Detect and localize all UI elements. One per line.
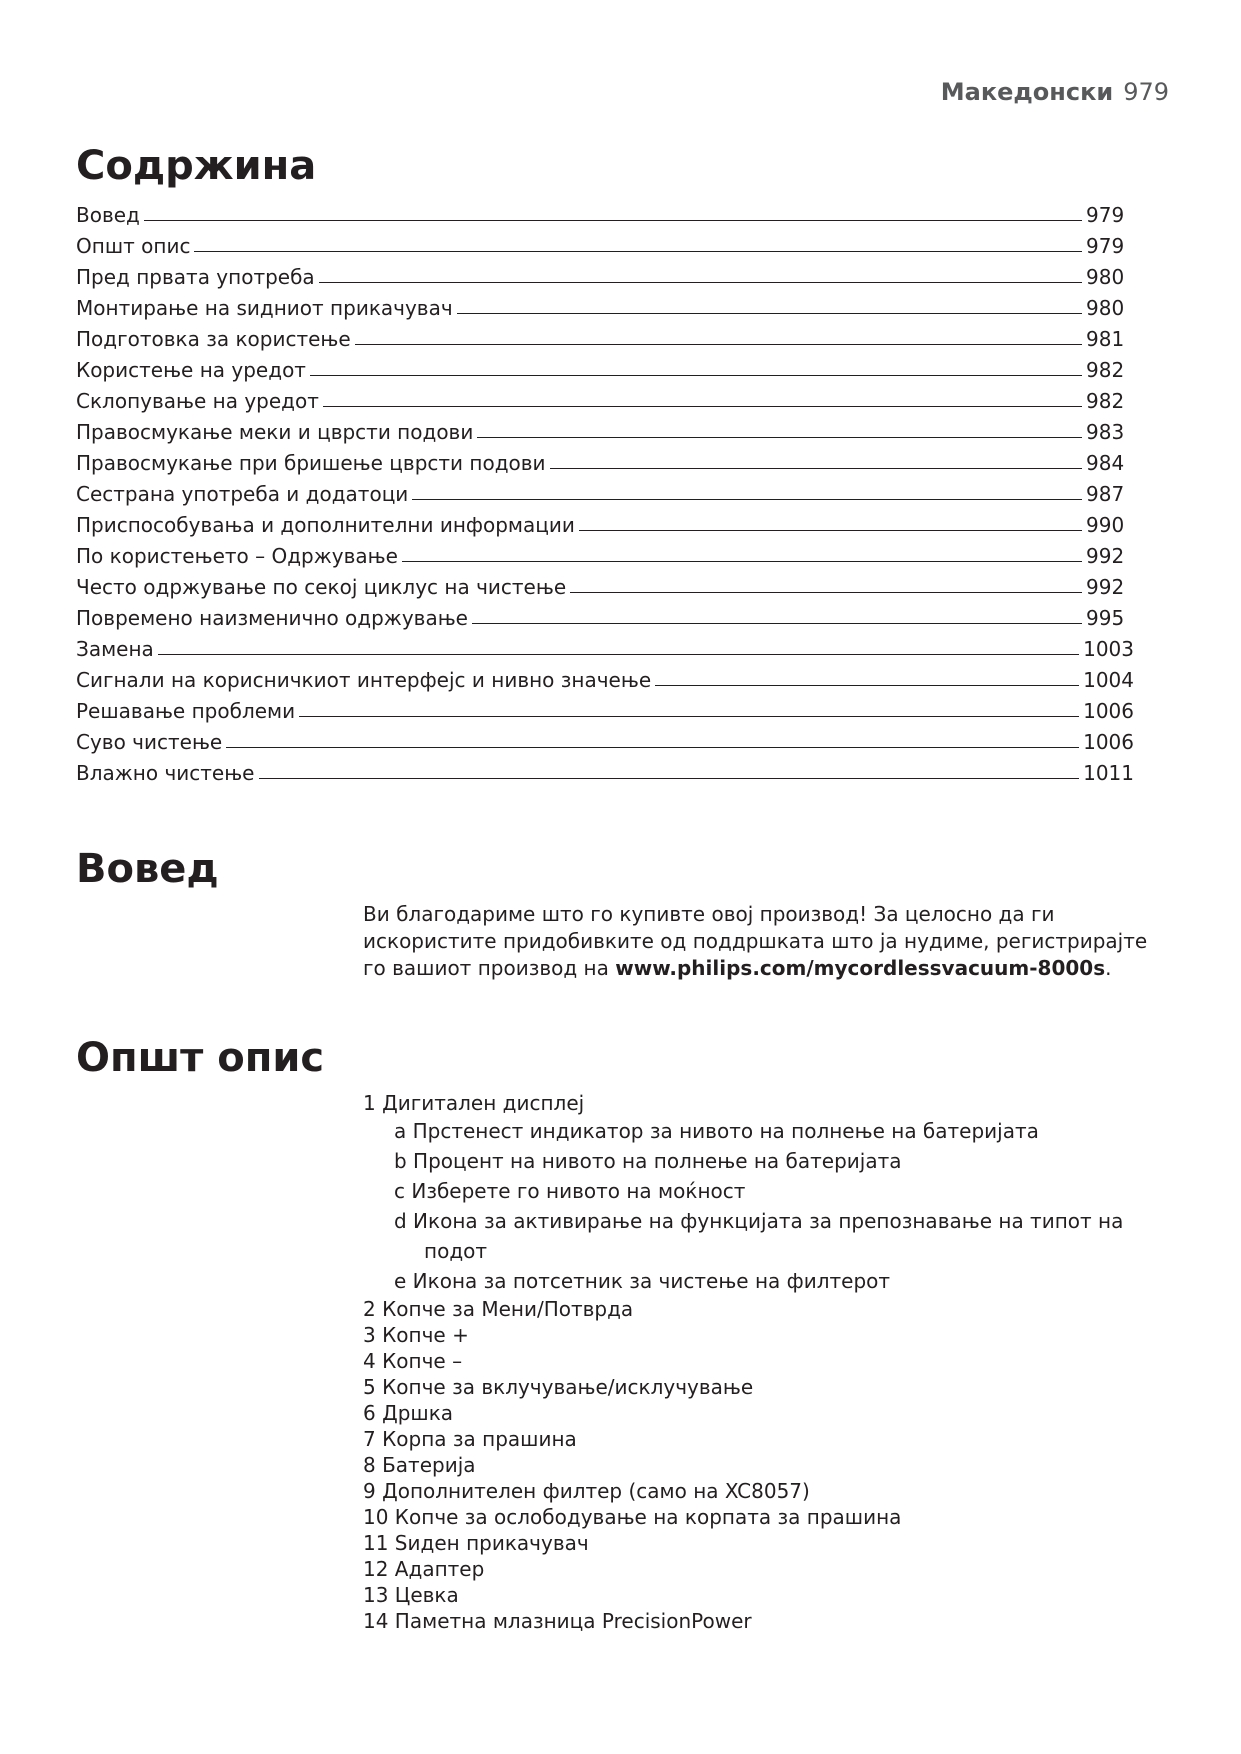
list-item: 13 Цевка: [363, 1583, 459, 1607]
list-subitem: b Процент на нивото на полнење на батеријата: [394, 1149, 902, 1173]
toc-entry[interactable]: [76, 413, 1134, 444]
toc-entry-page: 992: [1086, 544, 1125, 568]
toc-leader-line: [457, 313, 1082, 314]
toc-entry-title: По користењето – Одржување: [76, 544, 398, 568]
toc-leader-line: [259, 778, 1080, 779]
intro-paragraph: [363, 901, 1168, 982]
toc-entry-page: 1006: [1083, 699, 1134, 723]
toc-leader-line: [323, 406, 1082, 407]
list-item: 12 Адаптер: [363, 1557, 485, 1581]
toc-entry-title: Приспособувања и дополнителни информации: [76, 513, 575, 537]
parts-list: [363, 1090, 1163, 1634]
toc-entry-title: Подготовка за користење: [76, 327, 351, 351]
toc-entry-page: 979: [1086, 203, 1125, 227]
toc-entry[interactable]: [76, 723, 1134, 754]
toc-entry[interactable]: [76, 568, 1134, 599]
toc-leader-line: [412, 499, 1082, 500]
toc-entry-title: Влажно чистење: [76, 761, 255, 785]
toc-entry-page: 992: [1086, 575, 1125, 599]
list-item: 2 Копче за Мени/Потврда: [363, 1297, 634, 1321]
toc-entry-title: Склопување на уредот: [76, 389, 319, 413]
list-subitem: a Прстенест индикатор за нивото на полнење на батеријата: [394, 1119, 1039, 1143]
toc-entry[interactable]: [76, 258, 1134, 289]
toc-entry-title: Сигнали на корисничкиот интерфејс и нивно значење: [76, 668, 652, 692]
list-item: 4 Копче –: [363, 1349, 463, 1373]
toc-entry-title: Користење на уредот: [76, 358, 306, 382]
toc-entry[interactable]: [76, 320, 1134, 351]
list-item: 6 Дршка: [363, 1401, 454, 1425]
toc-leader-line: [550, 468, 1082, 469]
toc-entry-page: 995: [1086, 606, 1125, 630]
toc-entry[interactable]: [76, 227, 1134, 258]
page-number: 979: [1123, 78, 1169, 106]
toc-entry-page: 982: [1086, 389, 1125, 413]
toc-leader-line: [477, 437, 1082, 438]
toc-entry-page: 979: [1086, 234, 1125, 258]
toc-leader-line: [402, 561, 1082, 562]
toc-entry-title: Решавање проблеми: [76, 699, 296, 723]
list-item: 3 Копче +: [363, 1323, 469, 1347]
toc-entry[interactable]: [76, 382, 1134, 413]
toc-leader-line: [144, 220, 1082, 221]
list-subitem: [363, 1206, 1163, 1266]
toc-entry[interactable]: [76, 506, 1134, 537]
toc-leader-line: [158, 654, 1079, 655]
toc-leader-line: [355, 344, 1082, 345]
toc-entry[interactable]: [76, 754, 1134, 785]
toc-entry-page: 980: [1086, 296, 1125, 320]
toc-leader-line: [472, 623, 1082, 624]
toc-entry-page: 983: [1086, 420, 1125, 444]
toc-leader-line: [319, 282, 1082, 283]
toc-entry-page: 1011: [1083, 761, 1134, 785]
list-subitem: e Икона за потсетник за чистење на филтерот: [394, 1269, 891, 1293]
toc-entry[interactable]: [76, 196, 1134, 227]
toc-entry-page: 1003: [1083, 637, 1134, 661]
toc-leader-line: [299, 716, 1079, 717]
list-item: 8 Батерија: [363, 1453, 476, 1477]
toc-leader-line: [655, 685, 1079, 686]
toc-entry-page: 982: [1086, 358, 1125, 382]
toc-entry-title: Замена: [76, 637, 154, 661]
toc-leader-line: [194, 251, 1082, 252]
list-item: 9 Дополнителен филтер (само на XC8057): [363, 1479, 810, 1503]
list-item: 14 Паметна млазница PrecisionPower: [363, 1609, 752, 1633]
list-item: 5 Копче за вклучување/исклучување: [363, 1375, 754, 1399]
toc-entry-page: 1006: [1083, 730, 1134, 754]
toc-entry-title: Правосмукање меки и цврсти подови: [76, 420, 474, 444]
toc-entry-page: 980: [1086, 265, 1125, 289]
toc-entry[interactable]: [76, 599, 1134, 630]
toc-entry-title: Повремено наизменично одржување: [76, 606, 468, 630]
toc-entry[interactable]: [76, 289, 1134, 320]
toc-entry[interactable]: [76, 351, 1134, 382]
toc-leader-line: [226, 747, 1079, 748]
list-item: 10 Копче за ослободување на корпата за прашина: [363, 1505, 902, 1529]
toc-leader-line: [310, 375, 1082, 376]
toc-entry-page: 981: [1086, 327, 1125, 351]
list-item: 7 Корпа за прашина: [363, 1427, 577, 1451]
list-subitem-line: подот: [424, 1239, 488, 1263]
intro-text: Ви благодариме што го купивте овој производ! За целосно да ги искористите придобивките од поддршката што ја нудиме, регистрирајте го вашиот производ на: [363, 902, 1148, 980]
toc-entry-page: 1004: [1083, 668, 1134, 692]
table-of-contents: [76, 196, 1134, 785]
list-item: 1 Дигитален дисплеј: [363, 1091, 585, 1115]
toc-leader-line: [570, 592, 1082, 593]
toc-heading: Содржина: [76, 143, 317, 189]
toc-leader-line: [579, 530, 1082, 531]
registration-link[interactable]: www.philips.com/mycordlessvacuum-8000s: [615, 956, 1106, 980]
toc-entry-title: Суво чистење: [76, 730, 223, 754]
toc-entry[interactable]: [76, 661, 1134, 692]
toc-entry-title: Често одржување по секој циклус на чистење: [76, 575, 567, 599]
toc-entry[interactable]: [76, 475, 1134, 506]
list-item: 11 Ѕиден прикачувач: [363, 1531, 589, 1555]
list-subitem-line: d Икона за активирање на функцијата за препознавање на типот на: [394, 1209, 1124, 1233]
toc-entry-title: Пред првата употреба: [76, 265, 315, 289]
intro-heading: Вовед: [76, 846, 219, 892]
toc-entry[interactable]: [76, 444, 1134, 475]
toc-entry[interactable]: [76, 630, 1134, 661]
toc-entry-title: Вовед: [76, 203, 140, 227]
toc-entry[interactable]: [76, 537, 1134, 568]
list-subitem: c Изберете го нивото на моќност: [394, 1179, 746, 1203]
toc-entry-page: 990: [1086, 513, 1125, 537]
general-description-heading: Општ опис: [76, 1035, 325, 1081]
language-label: Македонски: [940, 78, 1114, 106]
toc-entry-title: Правосмукање при бришење цврсти подови: [76, 451, 546, 475]
toc-entry[interactable]: [76, 692, 1134, 723]
toc-entry-title: Општ опис: [76, 234, 191, 258]
intro-text-end: .: [1105, 956, 1112, 980]
toc-entry-title: Сестрана употреба и додатоци: [76, 482, 409, 506]
toc-entry-page: 987: [1086, 482, 1125, 506]
toc-entry-title: Монтирање на ѕидниот прикачувач: [76, 296, 453, 320]
page-header: [941, 78, 1169, 106]
toc-entry-page: 984: [1086, 451, 1125, 475]
